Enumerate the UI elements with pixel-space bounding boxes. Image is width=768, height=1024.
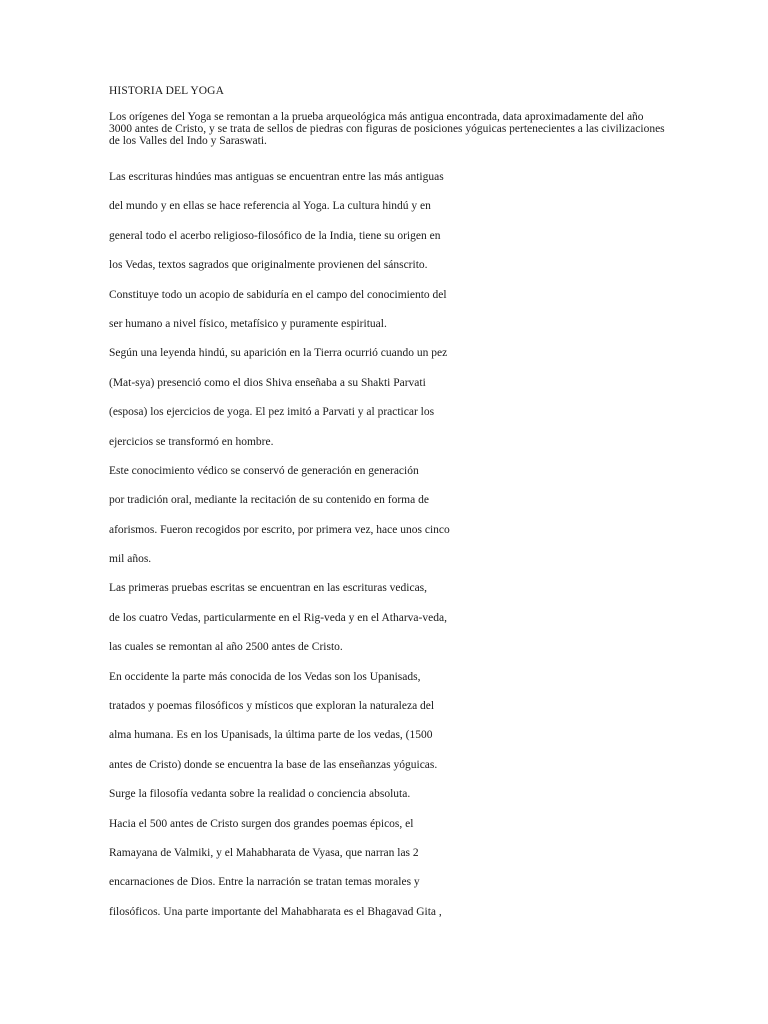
text-line: del mundo y en ellas se hace referencia al Yoga. La cultura hindú y en bbox=[109, 200, 431, 213]
text-line: Este conocimiento védico se conservó de generación en generación bbox=[109, 464, 419, 477]
text-line: alma humana. Es en los Upanisads, la última parte de los vedas, (1500 bbox=[109, 729, 433, 742]
text-line: las cuales se remontan al año 2500 antes de Cristo. bbox=[109, 641, 343, 654]
text-line: por tradición oral, mediante la recitación de su contenido en forma de bbox=[109, 494, 429, 507]
text-line: Las escrituras hindúes mas antiguas se encuentran entre las más antiguas bbox=[109, 171, 444, 183]
text-line: Constituye todo un acopio de sabiduría en el campo del conocimiento del bbox=[109, 288, 447, 301]
text-line: aforismos. Fueron recogidos por escrito, por primera vez, hace unos cinco bbox=[109, 523, 450, 536]
text-line: general todo el acerbo religioso-filosófico de la India, tiene su origen en bbox=[109, 229, 441, 242]
text-line: los Vedas, textos sagrados que originalmente provienen del sánscrito. bbox=[109, 259, 428, 272]
intro-paragraph: Los orígenes del Yoga se remontan a la prueba arqueológica más antigua encontrada, data aproximadamente del año 3000 antes de Cristo, y se trata de sellos de piedras con figuras de posiciones yóguicas pertenecientes a las civilizaciones de los Valles del Indo y Saraswati. bbox=[109, 111, 665, 147]
text-line: mil años. bbox=[109, 553, 152, 566]
text-line: Hacia el 500 antes de Cristo surgen dos grandes poemas épicos, el bbox=[109, 817, 414, 830]
text-line: Ramayana de Valmiki, y el Mahabharata de Vyasa, que narran las 2 bbox=[109, 846, 419, 859]
text-line: encarnaciones de Dios. Entre la narración se tratan temas morales y bbox=[109, 876, 420, 889]
text-line: (Mat-sya) presenció como el dios Shiva enseñaba a su Shakti Parvati bbox=[109, 376, 426, 389]
text-line: (esposa) los ejercicios de yoga. El pez imitó a Parvati y al practicar los bbox=[109, 406, 435, 419]
text-line: filosóficos. Una parte importante del Mahabharata es el Bhagavad Gita , bbox=[109, 905, 442, 918]
text-line: Según una leyenda hindú, su aparición en la Tierra ocurrió cuando un pez bbox=[109, 347, 448, 360]
text-line: ejercicios se transformó en hombre. bbox=[109, 435, 274, 448]
text-line: Las primeras pruebas escritas se encuentran en las escrituras vedicas, bbox=[109, 582, 428, 595]
text-lines bbox=[109, 170, 450, 934]
text-line: ser humano a nivel físico, metafísico y puramente espiritual. bbox=[109, 317, 387, 330]
text-line: En occidente la parte más conocida de los Vedas son los Upanisads, bbox=[109, 670, 421, 683]
text-line: antes de Cristo) donde se encuentra la base de las enseñanzas yóguicas. bbox=[109, 758, 438, 771]
document-title: HISTORIA DEL YOGA bbox=[109, 85, 224, 97]
text-line: Surge la filosofía vedanta sobre la realidad o conciencia absoluta. bbox=[109, 788, 411, 801]
text-line: tratados y poemas filosóficos y místicos que exploran la naturaleza del bbox=[109, 700, 435, 713]
document-body bbox=[109, 84, 669, 918]
text-line: de los cuatro Vedas, particularmente en el Rig-veda y en el Atharva-veda, bbox=[109, 611, 447, 624]
